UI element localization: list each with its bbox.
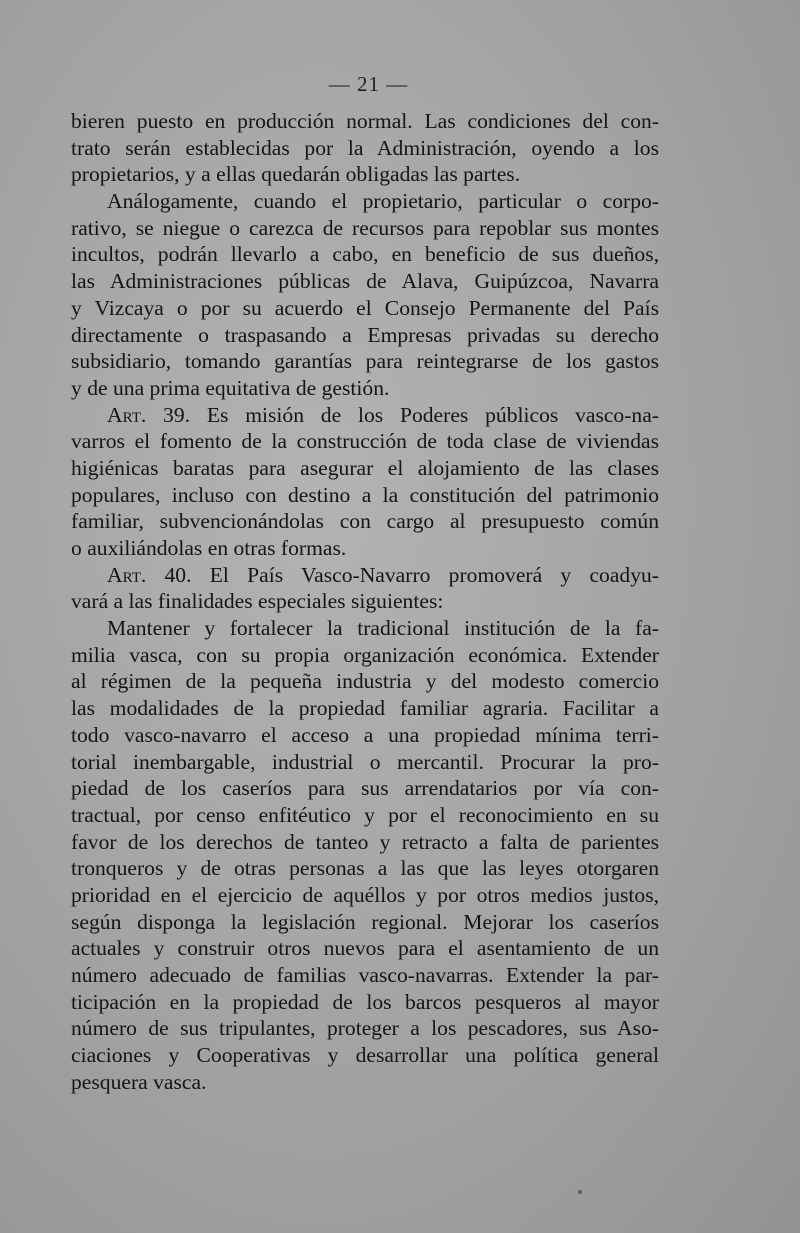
line-text: prioridad en el ejercicio de aquéllos y por otros medios justos,: [71, 882, 659, 907]
line-text: familiar, subvencionándolas con cargo al presupuesto común: [71, 509, 659, 534]
text-line: [71, 295, 659, 322]
text-line: [71, 775, 659, 802]
page-number: — 21 —: [328, 72, 409, 96]
article-label: Art. 39.: [107, 402, 191, 427]
text-line: [71, 482, 659, 509]
text-line: [71, 855, 659, 882]
text-line: [71, 695, 659, 722]
text-line: [71, 322, 659, 349]
line-text: y de una prima equitativa de gestión.: [71, 375, 390, 400]
text-line: [71, 508, 659, 535]
line-text: pesquera vasca.: [71, 1069, 207, 1094]
line-text: bieren puesto en producción normal. Las condiciones del con-: [71, 109, 659, 133]
line-text: Mantener y fortalecer la tradicional institución de la fa-: [107, 616, 659, 641]
text-line: [71, 909, 659, 936]
line-text: ticipación en la propiedad de los barcos pesqueros al mayor: [71, 989, 659, 1014]
text-line: [71, 802, 659, 829]
line-text: las modalidades de la propiedad familiar agraria. Facilitar a: [71, 696, 659, 721]
text-line: [71, 455, 659, 482]
text-line: [71, 749, 659, 776]
body-text: [71, 108, 659, 1095]
text-line: [71, 989, 659, 1016]
text-line: [71, 348, 659, 375]
text-line: [71, 535, 659, 562]
line-text: milia vasca, con su propia organización económica. Extender: [71, 642, 659, 667]
text-line: [71, 375, 659, 402]
line-text: Análogamente, cuando el propietario, particular o corpo-: [107, 189, 659, 214]
line-text: subsidiario, tomando garantías para reintegrarse de los gastos: [71, 349, 659, 374]
line-text: piedad de los caseríos para sus arrendatarios por vía con-: [71, 776, 659, 801]
text-line: [71, 188, 659, 215]
text-line: [71, 562, 659, 589]
line-text: y Vizcaya o por su acuerdo el Consejo Permanente del País: [71, 295, 659, 320]
text-line: [71, 829, 659, 856]
text-line: [71, 108, 659, 135]
text-line: [71, 1042, 659, 1069]
text-line: [71, 722, 659, 749]
text-line: [71, 135, 659, 162]
text-line: [71, 215, 659, 242]
text-line: [71, 428, 659, 455]
text-line: [71, 642, 659, 669]
line-text: ciaciones y Cooperativas y desarrollar una política general: [71, 1043, 659, 1068]
line-text: vará a las finalidades especiales siguientes:: [71, 589, 444, 614]
line-text: tractual, por censo enfitéutico y por el reconocimiento en su: [71, 802, 659, 827]
line-text: higiénicas baratas para asegurar el alojamiento de las clases: [71, 455, 659, 480]
line-text: varros el fomento de la construcción de toda clase de viviendas: [71, 429, 659, 454]
line-text: todo vasco-navarro el acceso a una propiedad mínima terri-: [71, 722, 659, 747]
line-text: al régimen de la pequeña industria y del modesto comercio: [71, 669, 659, 694]
line-text: El País Vasco-Navarro promoverá y coadyu-: [191, 562, 659, 587]
text-line: [71, 161, 659, 188]
line-text: directamente o traspasando a Empresas privadas su derecho: [71, 322, 659, 347]
line-text: número adecuado de familias vasco-navarras. Extender la par-: [71, 963, 659, 987]
text-line: [71, 241, 659, 268]
line-text: torial inembargable, industrial o mercantil. Procurar la pro-: [71, 749, 659, 774]
text-line: [71, 588, 659, 615]
line-text: actuales y construir otros nuevos para el asentamiento de un: [71, 936, 659, 961]
text-line: [71, 402, 659, 429]
line-text: según disponga la legislación regional. Mejorar los caseríos: [71, 909, 659, 934]
line-text: las Administraciones públicas de Alava, Guipúzcoa, Navarra: [71, 269, 659, 294]
text-line: [71, 668, 659, 695]
text-line: [71, 1069, 659, 1096]
line-text: tronqueros y de otras personas a las que las leyes otorgaren: [71, 856, 659, 881]
line-text: propietarios, y a ellas quedarán obligadas las partes.: [71, 162, 521, 187]
article-label: Art. 40.: [107, 562, 192, 587]
line-text: trato serán establecidas por la Administración, oyendo a los: [71, 135, 659, 160]
line-text: favor de los derechos de tanteo y retracto a falta de parientes: [71, 829, 659, 854]
text-line: [71, 962, 659, 989]
paper-speck: [578, 1190, 582, 1194]
line-text: Es misión de los Poderes públicos vasco-na-: [190, 402, 659, 427]
line-text: o auxiliándolas en otras formas.: [71, 536, 347, 560]
text-line: [71, 268, 659, 295]
line-text: incultos, podrán llevarlo a cabo, en beneficio de sus dueños,: [71, 242, 659, 267]
line-text: rativo, se niegue o carezca de recursos para repoblar sus montes: [71, 215, 659, 240]
text-line: [71, 935, 659, 962]
text-line: [71, 615, 659, 642]
text-line: [71, 882, 659, 909]
text-line: [71, 1015, 659, 1042]
line-text: populares, incluso con destino a la constitución del patrimonio: [71, 482, 659, 507]
line-text: número de sus tripulantes, proteger a los pescadores, sus Aso-: [71, 1016, 659, 1041]
